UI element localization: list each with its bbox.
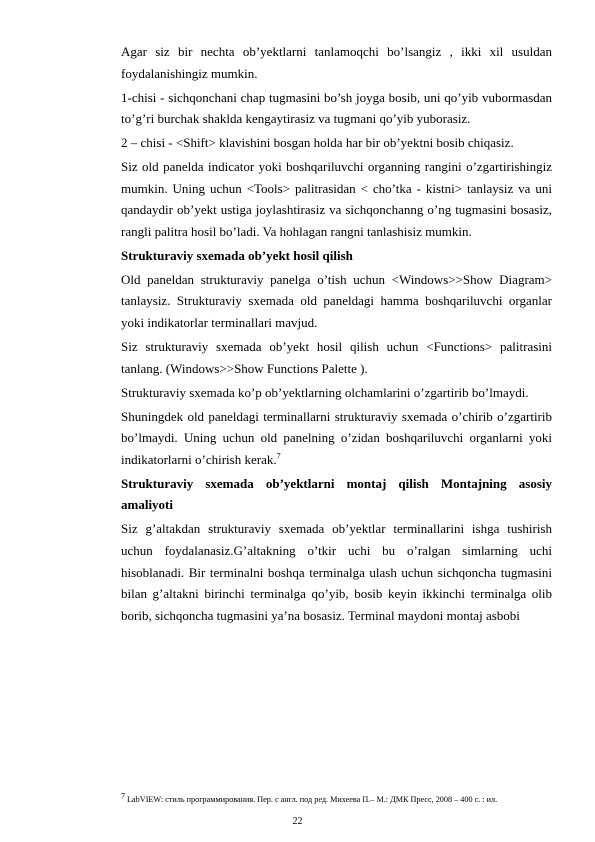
paragraph xyxy=(121,518,552,626)
footnote xyxy=(121,791,561,805)
paragraph xyxy=(121,382,552,404)
paragraph xyxy=(121,269,552,334)
page-number: 22 xyxy=(292,816,303,827)
body-text xyxy=(121,41,552,629)
heading-text: Strukturaviy sxemada ob’yekt hosil qilish xyxy=(121,247,353,263)
footnote-text: LabVIEW: стиль программирования. Пер. с англ. под ред. Михеева П.– М.: ДМК Пресс, 2008 – 400 с. : ил. xyxy=(125,795,498,804)
paragraph-text: Siz strukturaviy sxemada ob’yekt hosil qilish uchun <Functions> palitrasini tanlang. (Windows>>Show Functions Palette ). xyxy=(121,339,552,376)
section-heading xyxy=(121,473,552,516)
paragraph-text: Siz old panelda indicator yoki boshqariluvchi organning rangini o’zgartirishingiz mumkin. Uning uchun <Tools> palitrasidan < cho’tka - kistni> tanlaysiz va uni qandaydir ob’yekt ustiga joylashtirasiz va sichqonchanng o’ng tugmasini bosasiz, rangli palitra hosil bo’ladi. Va hohlagan rangni tanlashisiz mumkin. xyxy=(121,159,552,239)
paragraph xyxy=(121,406,552,471)
footnote-reference: 7 xyxy=(276,451,281,461)
paragraph xyxy=(121,87,552,130)
paragraph xyxy=(121,336,552,379)
paragraph-text: 1-chisi - sichqonchani chap tugmasini bo’sh joyga bosib, uni qo’yib vubormasdan to’g’ri burchak shaklda kengaytirasiz va tugmani qo’yib yuborasiz. xyxy=(121,89,552,127)
paragraph xyxy=(121,41,552,84)
paragraph xyxy=(121,156,552,242)
footnote-mark: 7 xyxy=(121,791,125,801)
paragraph-text: Old paneldan strukturaviy panelga o’tish uchun <Windows>>Show Diagram> tanlaysiz. Strukturaviy sxemada old paneldagi hamma boshqariluvchi organlar yoki indikatorlar terminallari mavjud. xyxy=(121,271,552,331)
paragraph xyxy=(121,132,552,154)
section-heading xyxy=(121,245,552,267)
paragraph-text: Agar siz bir nechta ob’yektlarni tanlamoqchi bo’lsangiz , ikki xil usuldan foydalanishingiz mumkin. xyxy=(121,44,552,81)
heading-text: Strukturaviy sxemada ob’yektlarni montaj qilish Montajning asosiy amaliyoti xyxy=(121,475,552,513)
paragraph-text: Siz g’altakdan strukturaviy sxemada ob’yektlar terminallarini ishga tushirish uchun foydalanasiz.G’altakning o’tkir uchi bu o’ralgan simlarning uchi hisoblanadi. Bir terminalni boshqa terminalga ulash uchun sichqoncha tugmasini bilan g’altakni birinchi terminalga qo’yib, bosib keyin ikkinchi terminalga olib borib, sichqoncha tugmasini ya’na bosasiz. Terminal maydoni montaj asbobi xyxy=(121,521,552,623)
paragraph-text: Shuningdek old paneldagi terminallarni strukturaviy sxemada o’chirib o’zgartirib bo’lmaydi. Uning uchun old panelning o’zidan boshqariluvchi organlarni yoki indikatorlarni o’chirish kerak. xyxy=(121,408,552,467)
paragraph-text: Strukturaviy sxemada ko’p ob’yektlarning olchamlarini o’zgartirib bo’lmaydi. xyxy=(121,384,529,400)
paragraph-text: 2 – chisi - <Shift> klavishini bosgan holda har bir ob’yektni bosib chiqasiz. xyxy=(121,135,514,151)
